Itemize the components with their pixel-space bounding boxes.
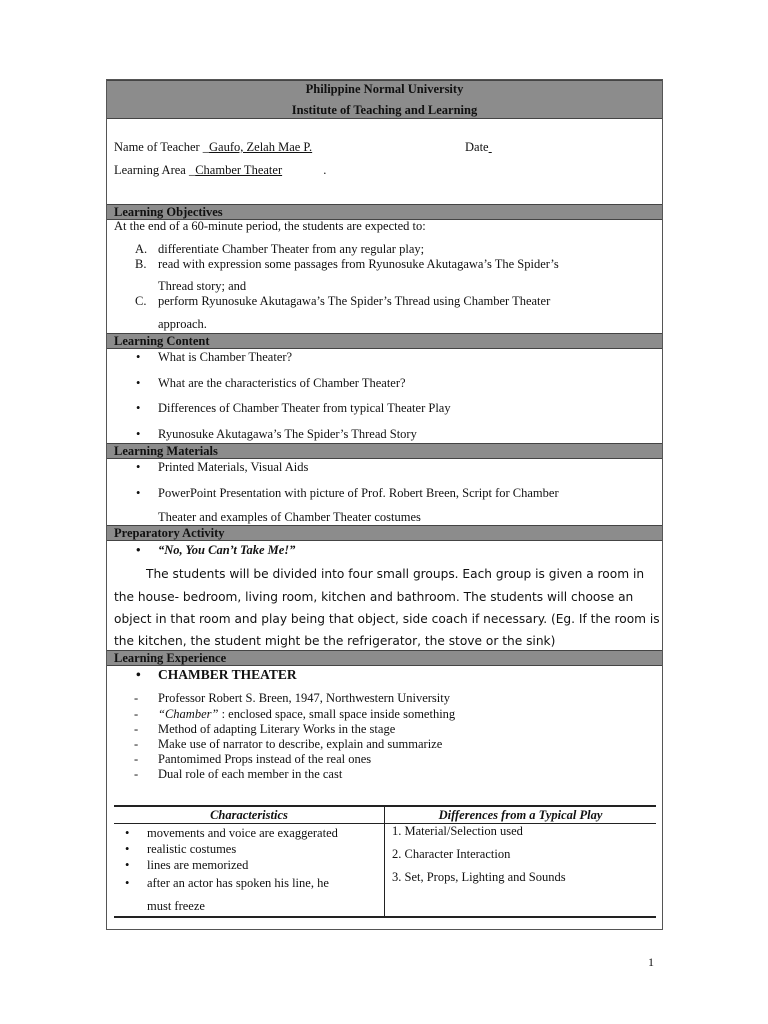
difference-item: 3. Set, Props, Lighting and Sounds xyxy=(392,870,566,884)
characteristic-item-cont: must freeze xyxy=(147,899,205,913)
area-tail: . xyxy=(323,163,327,177)
chamber-word: “Chamber” xyxy=(158,707,219,721)
content-heading: Learning Content xyxy=(107,333,662,349)
materials-item: • Printed Materials, Visual Aids xyxy=(158,460,308,475)
difference-item: 1. Material/Selection used xyxy=(392,824,523,838)
content-item: • What are the characteristics of Chamber Theater? xyxy=(158,376,406,391)
objective-b-text-cont: Thread story; and xyxy=(158,279,247,293)
lesson-plan-page xyxy=(106,79,663,930)
content-item: • Ryunosuke Akutagawa’s The Spider’s Thread Story xyxy=(158,427,417,442)
experience-heading: Learning Experience xyxy=(107,650,662,666)
institute-name: Institute of Teaching and Learning xyxy=(291,103,478,117)
area-label: Learning Area _ xyxy=(114,163,196,177)
characteristic-item: • movements and voice are exaggerated xyxy=(147,826,338,841)
header-band xyxy=(107,80,662,119)
objectives-heading: Learning Objectives xyxy=(107,204,662,220)
characteristic-item: • lines are memorized xyxy=(147,858,248,873)
experience-item: - Pantomimed Props instead of the real ones xyxy=(158,752,371,767)
objective-c-letter: C. xyxy=(135,294,147,308)
objective-c-text: perform Ryunosuke Akutagawa’s The Spider’s Thread using Chamber Theater xyxy=(158,294,551,308)
area-value: Chamber Theater xyxy=(195,163,283,177)
difference-item: 2. Character Interaction xyxy=(392,847,511,861)
teacher-value: Gaufo, Zelah Mae P. xyxy=(209,140,313,154)
date-label: Date xyxy=(465,140,489,154)
materials-item: • PowerPoint Presentation with picture of Prof. Robert Breen, Script for Chamber xyxy=(158,486,559,501)
differences-cell xyxy=(385,824,657,918)
characteristic-item: • realistic costumes xyxy=(147,842,236,857)
experience-item: - Professor Robert S. Breen, 1947, Northwestern University xyxy=(158,691,450,706)
university-name: Philippine Normal University xyxy=(305,82,464,96)
teacher-label: Name of Teacher _ xyxy=(114,140,210,154)
experience-item: - Dual role of each member in the cast xyxy=(158,767,342,782)
experience-item: - Method of adapting Literary Works in the stage xyxy=(158,722,395,737)
preparatory-heading: Preparatory Activity xyxy=(107,525,662,541)
content-item: • What is Chamber Theater? xyxy=(158,350,292,365)
characteristics-table xyxy=(114,805,656,918)
differences-header: Differences from a Typical Play xyxy=(385,806,657,824)
preparatory-title: • “No, You Can’t Take Me!” xyxy=(158,543,295,558)
teacher-line xyxy=(114,140,419,155)
preparatory-line: The students will be divided into four small groups. Each group is given a room in xyxy=(146,567,645,581)
objective-b-letter: B. xyxy=(135,257,147,271)
characteristic-item: • after an actor has spoken his line, he xyxy=(147,876,329,891)
date-line xyxy=(465,140,599,155)
preparatory-line: the house- bedroom, living room, kitchen and bathroom. The students will choose an xyxy=(114,590,634,604)
objective-a-text: differentiate Chamber Theater from any regular play; xyxy=(158,242,425,256)
preparatory-line: object in that room and play being that object, side coach if necessary. (Eg. If the room is xyxy=(114,612,660,626)
objective-a-letter: A. xyxy=(135,242,148,256)
experience-title: • CHAMBER THEATER xyxy=(158,667,297,683)
experience-item: - Make use of narrator to describe, explain and summarize xyxy=(158,737,442,752)
preparatory-line: the kitchen, the student might be the refrigerator, the stove or the sink) xyxy=(114,634,556,648)
page-number: 1 xyxy=(648,955,654,969)
objectives-intro: At the end of a 60-minute period, the students are expected to: xyxy=(114,219,426,233)
area-line xyxy=(114,163,326,178)
content-item: • Differences of Chamber Theater from typical Theater Play xyxy=(158,401,451,416)
characteristics-header: Characteristics xyxy=(114,806,385,824)
chamber-definition: : enclosed space, small space inside something xyxy=(218,707,456,721)
materials-item-cont: Theater and examples of Chamber Theater costumes xyxy=(158,510,421,524)
experience-item-chamber xyxy=(158,707,455,722)
characteristics-cell xyxy=(114,824,385,918)
objective-c-text-cont: approach. xyxy=(158,317,207,331)
date-value xyxy=(489,140,599,155)
objective-b-text: read with expression some passages from Ryunosuke Akutagawa’s The Spider’s xyxy=(158,257,559,271)
materials-heading: Learning Materials xyxy=(107,443,662,459)
